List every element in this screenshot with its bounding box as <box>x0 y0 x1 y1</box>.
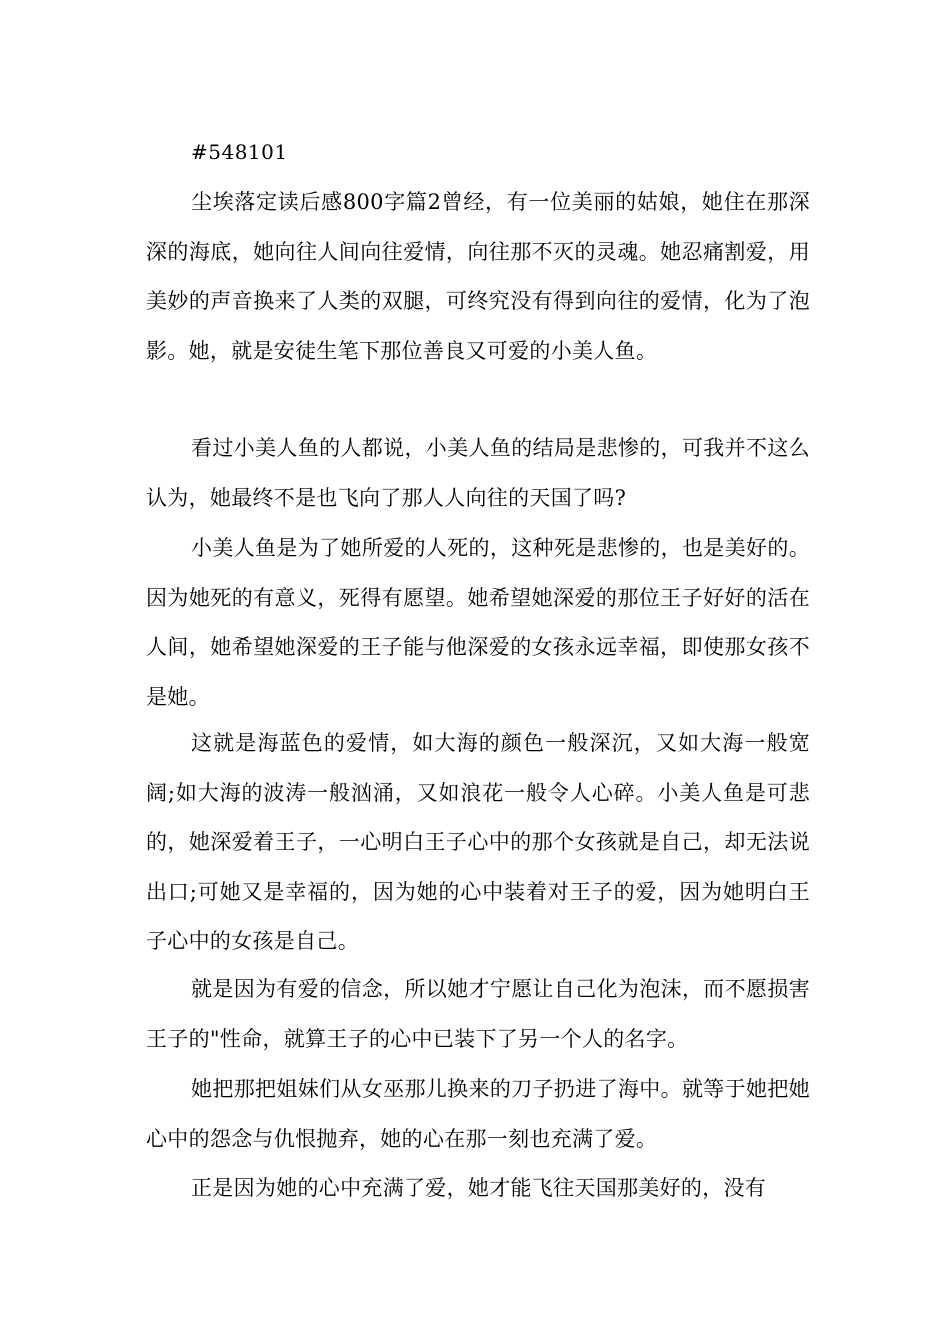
paragraph-2: 看过小美人鱼的人都说，小美人鱼的结局是悲惨的，可我并不这么认为，她最终不是也飞向了那人人向往的天国了吗? <box>146 436 810 510</box>
paragraph-1: 尘埃落定读后感800字篇2曾经，有一位美丽的姑娘，她住在那深深的海底，她向往人间向往爱情，向往那不灭的灵魂。她忍痛割爱，用美妙的声音换来了人类的双腿，可终究没有得到向往的爱情，化为了泡影。她，就是安徒生笔下那位善良又可爱的小美人鱼。 <box>146 190 810 363</box>
paragraph-7: 正是因为她的心中充满了爱，她才能飞往天国那美好的，没有 <box>191 1176 767 1200</box>
paragraph-3: 小美人鱼是为了她所爱的人死的，这种死是悲惨的，也是美好的。因为她死的有意义，死得有愿望。她希望她深爱的那位王子好好的活在人间，她希望她深爱的王子能与他深爱的女孩永远幸福，即使那女孩不是她。 <box>146 536 810 709</box>
document-id: #548101 <box>191 140 288 164</box>
paragraph-4: 这就是海蓝色的爱情，如大海的颜色一般深沉，又如大海一般宽阔;如大海的波涛一般汹涌，又如浪花一般令人心碎。小美人鱼是可悲的，她深爱着王子，一心明白王子心中的那个女孩就是自己，却无法说出口;可她又是幸福的，因为她的心中装着对王子的爱，因为她明白王子心中的女孩是自己。 <box>146 731 810 953</box>
paragraph-5: 就是因为有爱的信念，所以她才宁愿让自己化为泡沫，而不愿损害王子的"性命，就算王子的心中已装下了另一个人的名字。 <box>146 977 810 1051</box>
paragraph-6: 她把那把姐妹们从女巫那儿换来的刀子扔进了海中。就等于她把她心中的怨念与仇恨抛弃，她的心在那一刻也充满了爱。 <box>146 1077 810 1151</box>
